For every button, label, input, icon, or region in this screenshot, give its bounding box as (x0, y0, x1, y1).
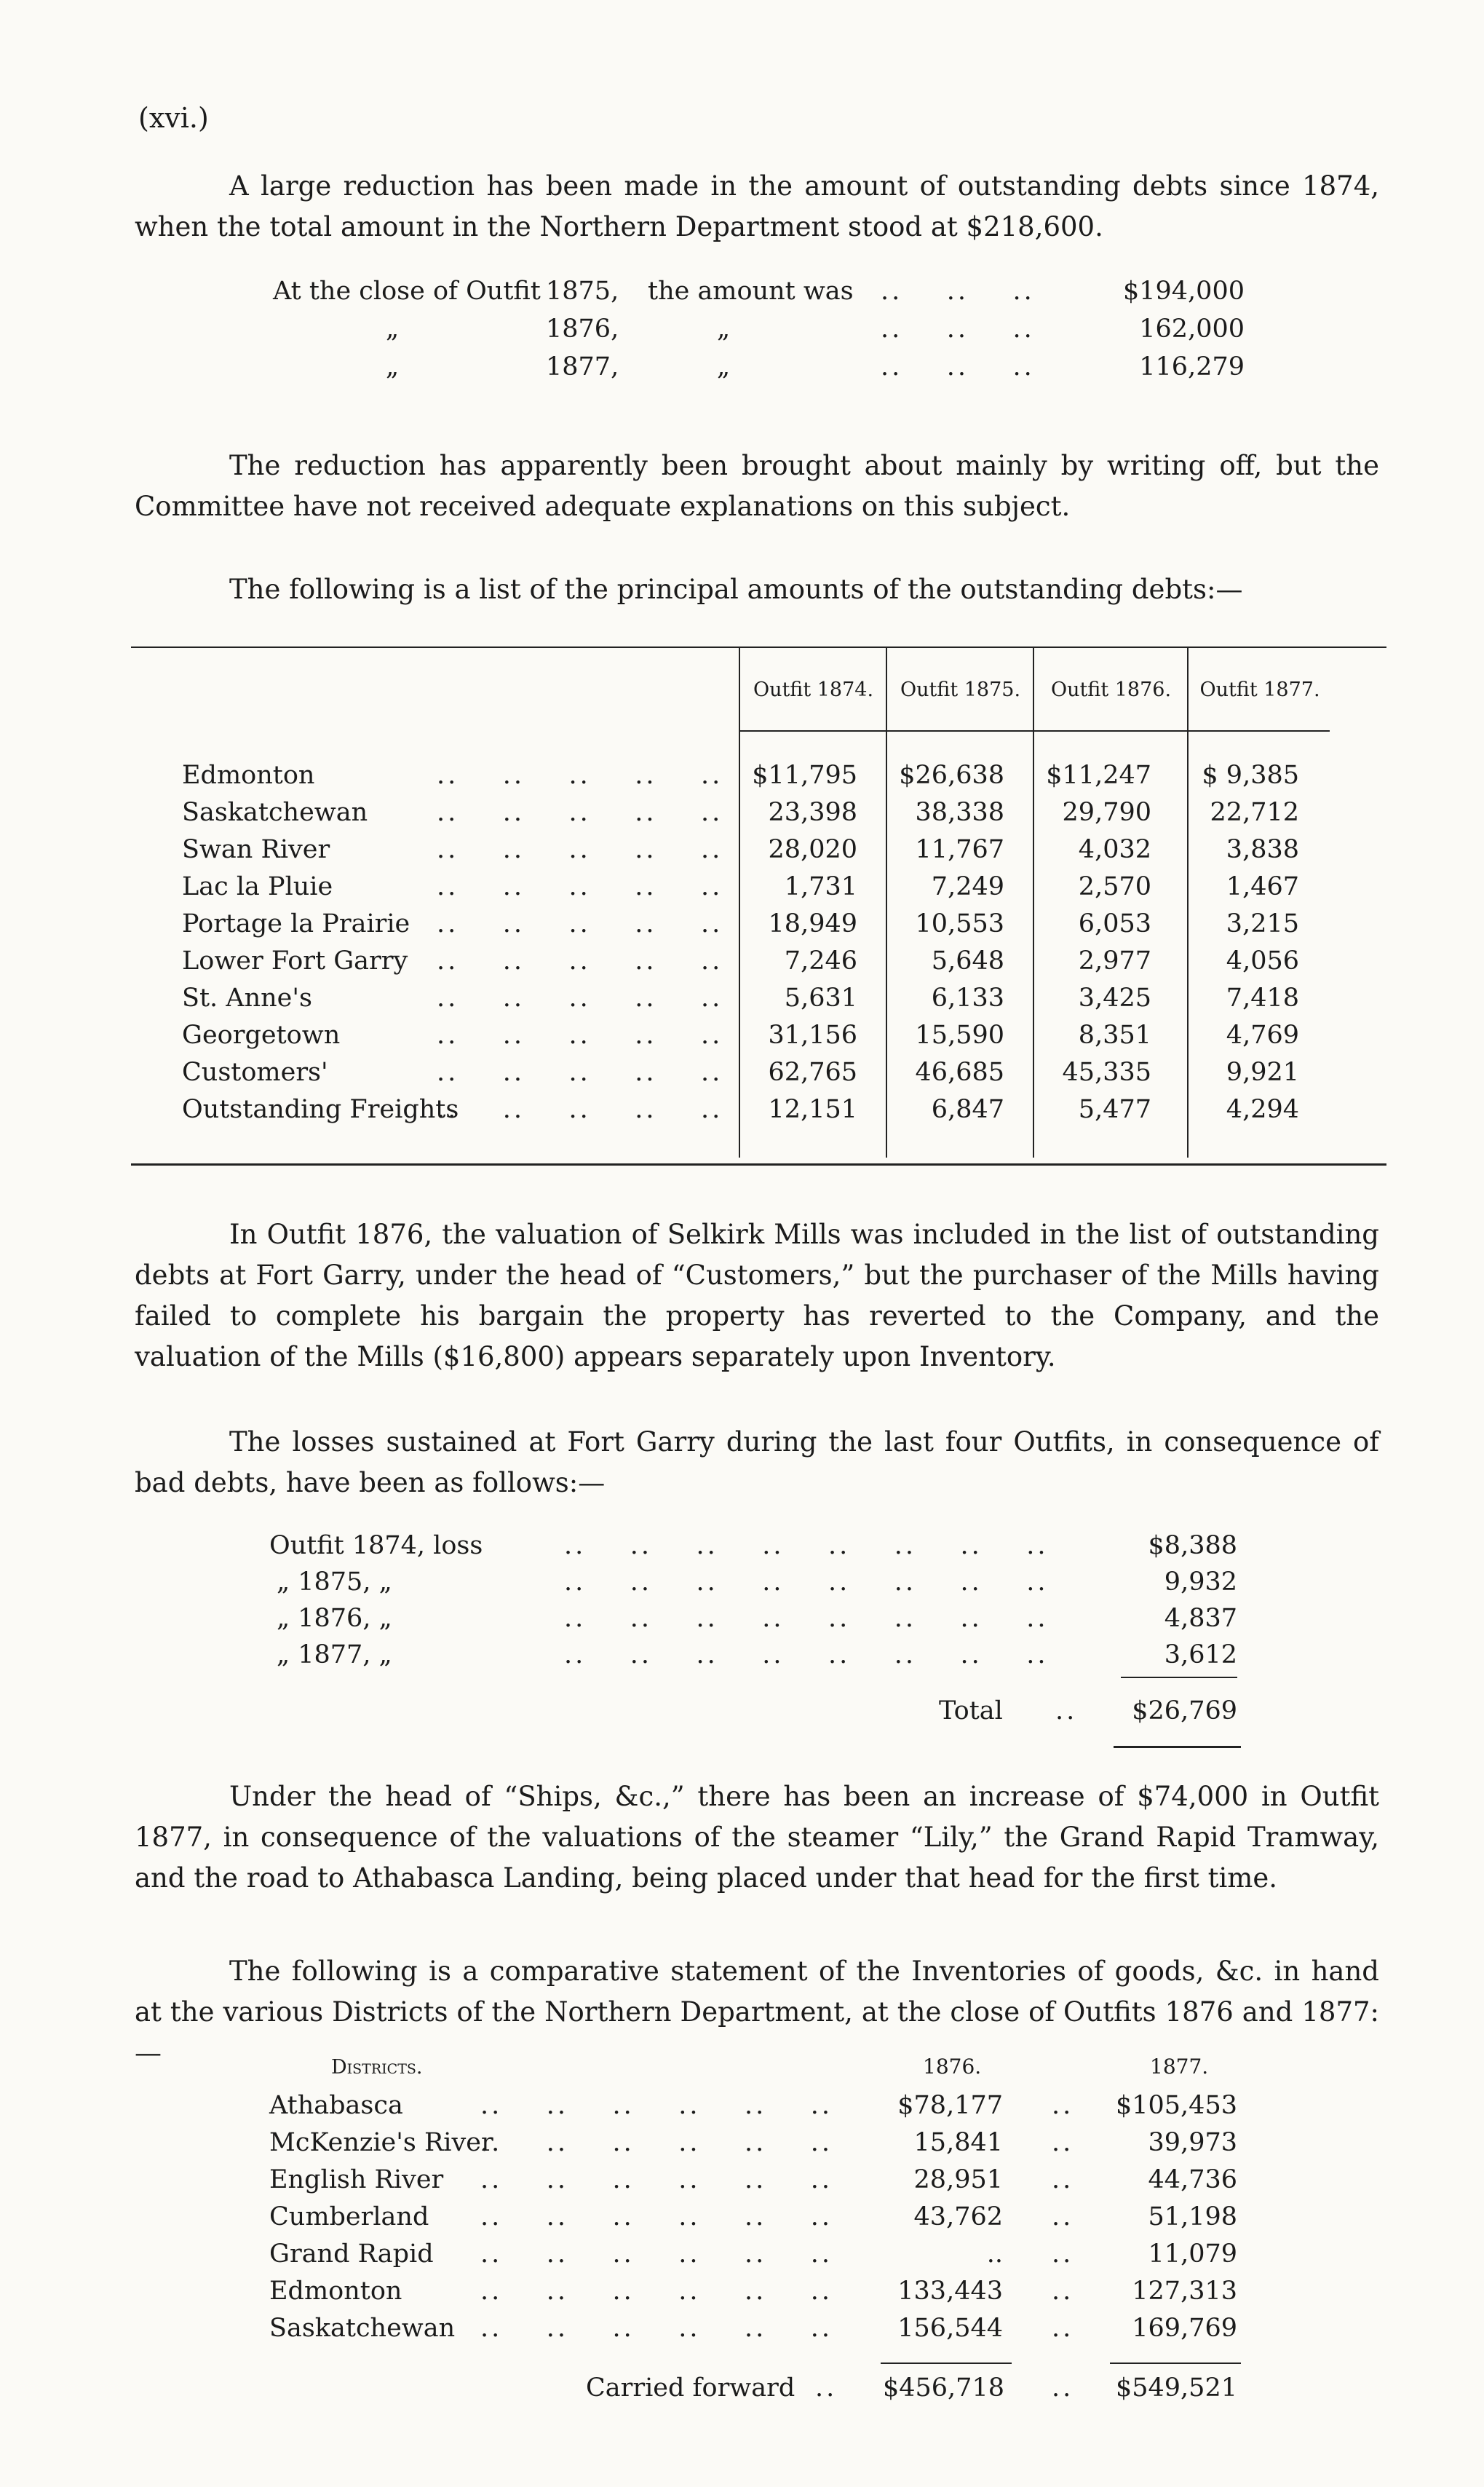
district-name: Lac la Pluie (182, 872, 333, 901)
table-cell: 46,685 (915, 1058, 1004, 1087)
table-cell: 45,335 (1062, 1058, 1151, 1087)
value-1876: 15,841 (913, 2128, 1003, 2157)
table-cell: 29,790 (1062, 798, 1151, 827)
column-header: Outfit 1877. (1199, 679, 1320, 701)
value-1877: 44,736 (1148, 2165, 1237, 2194)
leader-dots: .. .. .. .. .. .. (480, 2128, 833, 2157)
carried-forward-label: Carried forward (586, 2373, 795, 2403)
leader-dots: .. (1052, 2277, 1074, 2306)
leader-dots: .. .. .. .. .. .. .. .. (564, 1567, 1049, 1597)
leader-dots: .. (1052, 2202, 1074, 2231)
column-header: Outfit 1876. (1050, 679, 1172, 701)
district-name: Grand Rapid (269, 2239, 434, 2269)
leader-dots: .. .. .. .. .. .. .. .. (564, 1604, 1049, 1633)
leader-dots: .. (815, 2373, 838, 2403)
inventory-row (0, 2314, 1484, 2351)
leader-dots: .. .. .. .. .. .. .. .. (564, 1531, 1049, 1560)
header-districts: Districts. (331, 2056, 423, 2079)
table-cell: 6,053 (1078, 909, 1151, 938)
table-row (0, 1095, 1484, 1132)
inventory-row (0, 2091, 1484, 2128)
leader-dots: .. .. .. .. .. (437, 761, 723, 790)
table-cell: 7,249 (931, 872, 1004, 901)
table-cell: 2,977 (1078, 946, 1151, 976)
leader-dots: .. .. .. .. .. (437, 984, 723, 1013)
amount-value: $194,000 (1122, 277, 1245, 306)
amount-value: 116,279 (1139, 352, 1245, 381)
paragraph-losses: The losses sustained at Fort Garry during the last four Outfits, in consequence of bad debts, have been as follows:— (135, 1426, 1379, 1498)
loss-label: „ 1877, „ (277, 1640, 392, 1669)
table-row (0, 946, 1484, 984)
table-cell: 7,246 (784, 946, 857, 976)
value-1876: 43,762 (913, 2202, 1003, 2231)
carried-forward-1876: $456,718 (882, 2373, 1004, 2403)
value-1877: 169,769 (1132, 2314, 1237, 2343)
table-row (0, 835, 1484, 872)
table-cell: 6,133 (931, 984, 1004, 1013)
carried-forward-1877: $549,521 (1115, 2373, 1237, 2403)
value-1877: 11,079 (1148, 2239, 1237, 2269)
total-amount: $26,769 (1132, 1696, 1237, 1725)
header-underline (740, 730, 1330, 732)
paragraph-ships: Under the head of “Ships, &c.,” there has been an increase of $74,000 in Outfit 1877, in consequence of the valuations of the steamer “Lily,” the Grand Rapid Tramway, and the road to Athabasca Landing, being placed under that head for the first time. (135, 1781, 1379, 1894)
district-name: Georgetown (182, 1021, 341, 1050)
table-cell: 5,477 (1078, 1095, 1151, 1124)
loss-amount: 9,932 (1164, 1567, 1237, 1597)
loss-label: Outfit 1874, loss (269, 1531, 483, 1560)
inventory-row (0, 2277, 1484, 2314)
amount-lead: „ (386, 352, 400, 381)
value-1876: .. (986, 2239, 1003, 2269)
value-1876: $78,177 (897, 2091, 1003, 2120)
table-cell: 1,731 (784, 872, 857, 901)
total-double-rule (1114, 1746, 1241, 1748)
value-1877: 39,973 (1148, 2128, 1237, 2157)
table-bottom-rule (131, 1163, 1386, 1166)
table-cell: $11,247 (1046, 761, 1151, 790)
table-cell: 62,765 (768, 1058, 857, 1087)
table-cell: 28,020 (768, 835, 857, 864)
table-row (0, 1021, 1484, 1058)
value-1876: 156,544 (897, 2314, 1003, 2343)
leader-dots: .. .. .. .. .. (437, 872, 723, 901)
table-cell: $26,638 (899, 761, 1004, 790)
table-cell: 3,838 (1226, 835, 1299, 864)
inventory-row (0, 2128, 1484, 2165)
loss-amount: $8,388 (1148, 1531, 1237, 1560)
leader-dots: .. (1052, 2373, 1074, 2403)
value-1877: 51,198 (1148, 2202, 1237, 2231)
sum-rule (1110, 2363, 1241, 2364)
loss-amount: 4,837 (1164, 1604, 1237, 1633)
table-cell: 2,570 (1078, 872, 1151, 901)
leader-dots: .. (1052, 2239, 1074, 2269)
district-name: Edmonton (182, 761, 315, 790)
district-name: Edmonton (269, 2277, 402, 2306)
leader-dots: .. (1052, 2314, 1074, 2343)
district-name: Saskatchewan (182, 798, 368, 827)
table-top-rule (131, 647, 1386, 648)
table-cell: $ 9,385 (1202, 761, 1299, 790)
leader-dots: .. .. .. .. .. (437, 798, 723, 827)
district-name: Portage la Prairie (182, 909, 410, 938)
paragraph-reduction: A large reduction has been made in the amount of outstanding debts since 1874, when the total amount in the Northern Department stood at $218,600. (135, 170, 1379, 242)
table-row (0, 984, 1484, 1021)
loss-label: „ 1875, „ (277, 1567, 392, 1597)
district-name: Saskatchewan (269, 2314, 456, 2343)
paragraph-selkirk-mills: In Outfit 1876, the valuation of Selkirk Mills was included in the list of outstanding debts at Fort Garry, under the head of “Customers,” but the purchaser of the Mills having failed to complete his bargain the property has reverted to the Company, and the valuation of the Mills ($16,800) appears separately upon Inventory. (135, 1219, 1379, 1372)
district-name: Lower Fort Garry (182, 946, 408, 976)
column-header: Outfit 1874. (753, 679, 874, 701)
table-row (0, 872, 1484, 909)
inventory-row (0, 2239, 1484, 2277)
table-row (0, 798, 1484, 835)
leader-dots: .. .. .. (881, 277, 1035, 306)
leader-dots: .. .. .. .. .. .. (480, 2165, 833, 2194)
leader-dots: .. .. .. .. .. (437, 835, 723, 864)
table-row (0, 761, 1484, 798)
sum-rule (881, 2363, 1012, 2364)
table-cell: 38,338 (915, 798, 1004, 827)
leader-dots: .. .. .. .. .. (437, 909, 723, 938)
table-cell: 7,418 (1226, 984, 1299, 1013)
amount-year: 1875, (546, 277, 619, 306)
table-cell: 5,631 (784, 984, 857, 1013)
column-header: Outfit 1875. (900, 679, 1021, 701)
leader-dots: .. .. .. .. .. .. .. .. (564, 1640, 1049, 1669)
table-row (0, 909, 1484, 946)
amount-year: 1876, (546, 315, 619, 344)
table-cell: 4,032 (1078, 835, 1151, 864)
header-1876: 1876. (923, 2055, 982, 2079)
header-1877: 1877. (1150, 2055, 1209, 2079)
table-cell: 4,056 (1226, 946, 1299, 976)
table-cell: 10,553 (915, 909, 1004, 938)
amount-tail: „ (717, 315, 731, 344)
district-name: St. Anne's (182, 984, 312, 1013)
leader-dots: .. .. .. .. .. .. (480, 2239, 833, 2269)
table-cell: 5,648 (931, 946, 1004, 976)
district-name: Outstanding Freights (182, 1095, 459, 1124)
sum-rule (1121, 1677, 1237, 1678)
table-cell: 4,769 (1226, 1021, 1299, 1050)
value-1876: 28,951 (913, 2165, 1003, 2194)
district-name: Customers' (182, 1058, 328, 1087)
leader-dots: .. .. .. .. .. .. (480, 2202, 833, 2231)
district-name: Cumberland (269, 2202, 429, 2231)
paragraph-list-intro: The following is a list of the principal amounts of the outstanding debts:— (229, 574, 1243, 605)
table-cell: 1,467 (1226, 872, 1299, 901)
inventory-row (0, 2165, 1484, 2202)
leader-dots: .. .. .. .. .. (437, 1095, 723, 1124)
inventory-row (0, 2202, 1484, 2239)
amount-lead: „ (386, 315, 400, 344)
table-cell: 31,156 (768, 1021, 857, 1050)
table-cell: 23,398 (768, 798, 857, 827)
table-cell: 22,712 (1210, 798, 1299, 827)
table-cell: 8,351 (1078, 1021, 1151, 1050)
district-name: English River (269, 2165, 444, 2194)
leader-dots: .. .. .. (881, 352, 1035, 381)
leader-dots: .. (1055, 1696, 1078, 1725)
amount-value: 162,000 (1139, 315, 1245, 344)
table-cell: 6,847 (931, 1095, 1004, 1124)
amount-tail: „ (717, 352, 731, 381)
value-1877: 127,313 (1132, 2277, 1237, 2306)
table-cell: 12,151 (768, 1095, 857, 1124)
amount-tail: the amount was (648, 277, 854, 306)
table-cell: 4,294 (1226, 1095, 1299, 1124)
leader-dots: .. .. .. .. .. (437, 1021, 723, 1050)
paragraph-writing-off: The reduction has apparently been brought about mainly by writing off, but the Committee have not received adequate explanations on this subject. (135, 450, 1379, 522)
leader-dots: .. .. .. (881, 315, 1035, 344)
leader-dots: .. .. .. .. .. .. (480, 2277, 833, 2306)
leader-dots: .. .. .. .. .. .. (480, 2091, 833, 2120)
leader-dots: .. (1052, 2165, 1074, 2194)
paragraph-inventories: The following is a comparative statement of the Inventories of goods, &c. in hand at the various Districts of the Northern Department, at the close of Outfits 1876 and 1877:— (135, 1956, 1379, 2068)
loss-amount: 3,612 (1164, 1640, 1237, 1669)
table-row (0, 1058, 1484, 1095)
table-cell: 18,949 (768, 909, 857, 938)
total-label: Total (939, 1696, 1003, 1725)
table-cell: 3,215 (1226, 909, 1299, 938)
table-cell: 11,767 (915, 835, 1004, 864)
leader-dots: .. (1052, 2091, 1074, 2120)
leader-dots: .. .. .. .. .. .. (480, 2314, 833, 2343)
district-name: McKenzie's River (269, 2128, 493, 2157)
amount-year: 1877, (546, 352, 619, 381)
table-cell: 15,590 (915, 1021, 1004, 1050)
table-cell: 3,425 (1078, 984, 1151, 1013)
district-name: Athabasca (269, 2091, 403, 2120)
leader-dots: .. (1052, 2128, 1074, 2157)
amount-lead: At the close of Outfit (273, 277, 541, 306)
value-1876: 133,443 (897, 2277, 1003, 2306)
value-1877: $105,453 (1115, 2091, 1237, 2120)
leader-dots: .. .. .. .. .. (437, 1058, 723, 1087)
district-name: Swan River (182, 835, 330, 864)
table-cell: 9,921 (1226, 1058, 1299, 1087)
leader-dots: .. .. .. .. .. (437, 946, 723, 976)
loss-label: „ 1876, „ (277, 1604, 392, 1633)
page-number: (xvi.) (138, 102, 209, 134)
table-cell: $11,795 (752, 761, 857, 790)
